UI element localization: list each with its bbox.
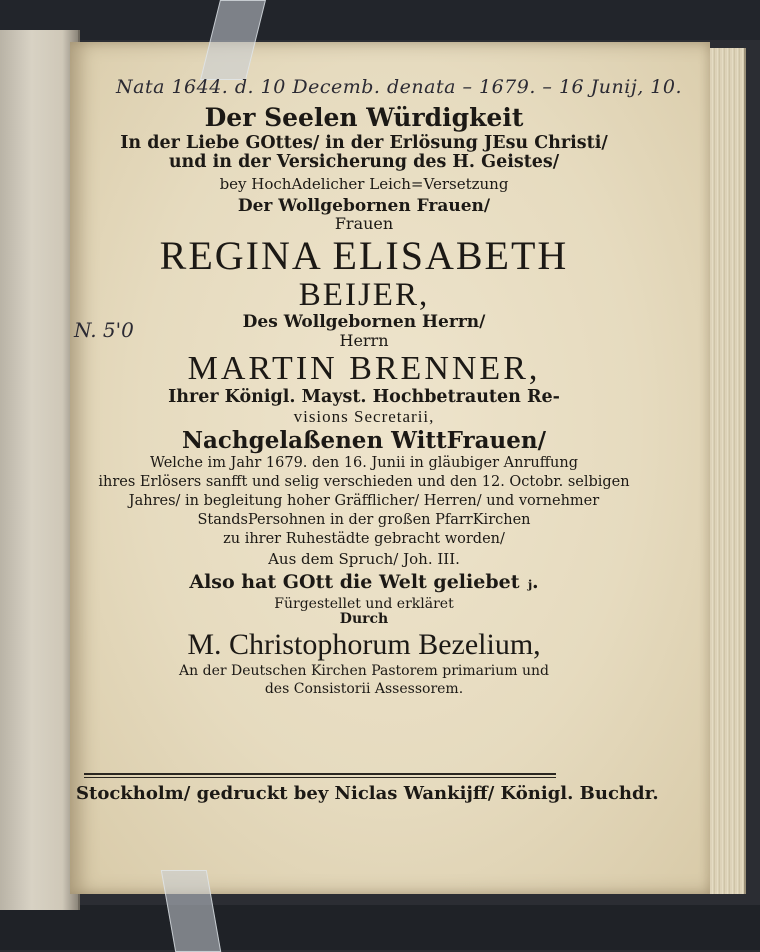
durch-line: Durch xyxy=(339,611,389,628)
handwritten-date-note: Nata 1644. d. 10 Decemb. denata – 1679. – 16 Junij, 10. xyxy=(116,76,683,98)
honorific-frauen: Frauen xyxy=(334,214,394,234)
widow-line: Nachgelaßenen WittFrauen/ xyxy=(181,427,547,455)
main-title: Der Seelen Würdigkeit xyxy=(204,103,524,132)
husband-honorific: Des Wollgebornen Herrn/ xyxy=(242,312,486,333)
husband-title-line-1: Ihrer Königl. Mayst. Hochbetrauten Re- xyxy=(168,387,560,408)
imprint-rule-thin xyxy=(84,777,556,778)
author-name: M. Christophorum Bezelium, xyxy=(187,628,541,662)
author-title-line-2: des Consistorii Assessorem. xyxy=(264,680,464,697)
body-line: StandsPersohnen in der großen PfarrKirchen xyxy=(197,512,531,529)
book-cover-board xyxy=(0,30,80,910)
scanner-background-top xyxy=(0,0,760,40)
husband-name: MARTIN BRENNER, xyxy=(187,350,541,388)
honorific-line: Der Wollgebornen Frauen/ xyxy=(237,195,491,216)
husband-herrn: Herrn xyxy=(339,330,389,350)
presented-line: Fürgestellet und erkläret xyxy=(274,595,454,612)
title-block xyxy=(76,104,652,698)
scanner-background-bottom xyxy=(0,905,760,950)
deceased-name: REGINA ELISABETH xyxy=(159,232,569,278)
deceased-surname: BEIJER, xyxy=(298,276,430,313)
subtitle-line-2: und in der Versicherung des H. Geistes/ xyxy=(168,151,560,172)
handwritten-shelf-number: N. 5'0 xyxy=(74,318,134,342)
body-line: Welche im Jahr 1679. den 16. Junii in gläubiger Anruffung xyxy=(149,454,579,471)
scripture-quote: Also hat GOtt die Welt geliebet ⱼ. xyxy=(189,570,539,593)
scripture-source: Aus dem Spruch/ Joh. III. xyxy=(268,550,460,569)
author-title-line-1: An der Deutschen Kirchen Pastorem primarium und xyxy=(179,663,549,680)
imprint-rule xyxy=(84,773,556,775)
body-line: zu ihrer Ruhestädte gebracht worden/ xyxy=(223,531,505,548)
body-line: ihres Erlösers sanfft und selig verschieden und den 12. Octobr. selbigen xyxy=(98,473,630,490)
subtitle-line-1: In der Liebe GOttes/ in der Erlösung JEsu Christi/ xyxy=(120,132,608,153)
printer-imprint: Stockholm/ gedruckt bey Niclas Wankijff/ Königl. Buchdr. xyxy=(76,783,659,804)
occasion-line: bey HochAdelicher Leich=Versetzung xyxy=(219,175,509,193)
husband-title-line-2: visions Secretarii, xyxy=(293,406,435,426)
body-line: Jahres/ in begleitung hoher Gräfflicher/ Herren/ und vornehmer xyxy=(128,492,600,509)
